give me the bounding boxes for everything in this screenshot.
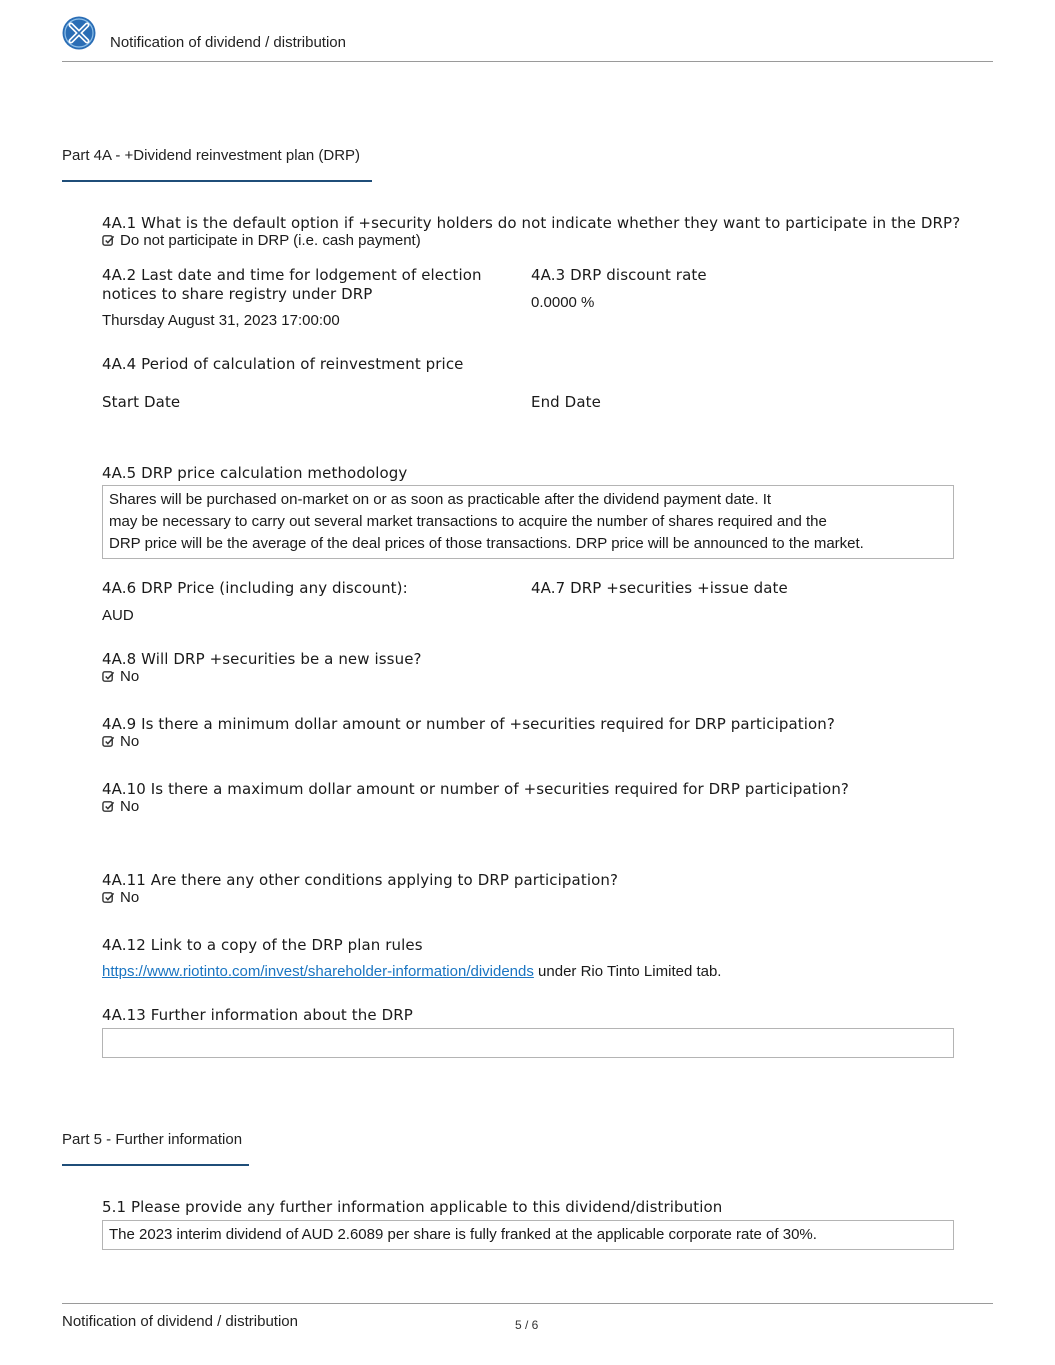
q-4a9-answer-text: No — [120, 733, 140, 750]
q-4a1-question: 4A.1 What is the default option if +security holders do not indicate whether they want to participate in the DRP? — [102, 214, 961, 232]
header-title: Notification of dividend / distribution — [110, 34, 346, 51]
q-4a12-answer — [102, 963, 721, 980]
asx-logo — [62, 16, 96, 50]
q-4a8-question: 4A.8 Will DRP +securities be a new issue? — [102, 650, 422, 668]
header-divider — [62, 61, 993, 62]
q-51-question: 5.1 Please provide any further information applicable to this dividend/distribution — [102, 1198, 723, 1216]
checkbox-checked-icon — [102, 670, 115, 683]
q-4a11-question: 4A.11 Are there any other conditions applying to DRP participation? — [102, 871, 619, 889]
q-4a12-question: 4A.12 Link to a copy of the DRP plan rules — [102, 936, 423, 954]
part-4a-title: Part 4A - +Dividend reinvestment plan (DRP) — [62, 147, 361, 164]
q-4a13-question: 4A.13 Further information about the DRP — [102, 1006, 413, 1024]
q-4a11-answer — [102, 889, 139, 906]
q-51-answer: The 2023 interim dividend of AUD 2.6089 per share is fully franked at the applicable corporate rate of 30%. — [109, 1226, 817, 1243]
q-4a13-answer-box — [102, 1028, 954, 1058]
q-4a4-end-date-label: End Date — [531, 393, 601, 411]
checkbox-checked-icon — [102, 891, 115, 904]
footer-title: Notification of dividend / distribution — [62, 1313, 298, 1330]
q-4a5-answer-line: Shares will be purchased on-market on or as soon as practicable after the dividend payment date. It — [109, 491, 772, 508]
q-4a10-answer — [102, 798, 139, 815]
q-4a5-answer-box — [102, 485, 954, 559]
checkbox-checked-icon — [102, 800, 115, 813]
q-4a3-answer: 0.0000 % — [531, 294, 595, 311]
q-4a10-answer-text: No — [120, 798, 140, 815]
q-4a8-answer-text: No — [120, 668, 140, 685]
q-4a4-start-date-label: Start Date — [102, 393, 181, 411]
q-4a2-answer: Thursday August 31, 2023 17:00:00 — [102, 312, 340, 329]
drp-plan-rules-link[interactable]: https://www.riotinto.com/invest/shareholder-information/dividends — [102, 963, 534, 980]
q-4a3-question: 4A.3 DRP discount rate — [531, 266, 707, 284]
q-4a10-question: 4A.10 Is there a maximum dollar amount or number of +securities required for DRP participation? — [102, 780, 849, 798]
q-4a2-question-line1: 4A.2 Last date and time for lodgement of election — [102, 266, 482, 284]
q-4a8-answer — [102, 668, 139, 685]
checkbox-checked-icon — [102, 234, 115, 247]
q-4a5-answer-line: DRP price will be the average of the deal prices of those transactions. DRP price will be announced to the market. — [109, 535, 864, 552]
q-4a2-question-line2: notices to share registry under DRP — [102, 285, 373, 303]
q-4a4-question: 4A.4 Period of calculation of reinvestment price — [102, 355, 464, 373]
part-5-underline — [62, 1164, 249, 1166]
q-4a1-answer-text: Do not participate in DRP (i.e. cash payment) — [120, 232, 421, 249]
q-4a12-answer-suffix: under Rio Tinto Limited tab. — [533, 963, 722, 980]
part-5-title: Part 5 - Further information — [62, 1131, 243, 1148]
q-4a5-question: 4A.5 DRP price calculation methodology — [102, 464, 408, 482]
page-number: 5 / 6 — [515, 1318, 539, 1332]
q-51-answer-box — [102, 1220, 954, 1250]
q-4a9-question: 4A.9 Is there a minimum dollar amount or number of +securities required for DRP participation? — [102, 715, 835, 733]
footer-divider — [62, 1303, 993, 1304]
q-4a9-answer — [102, 733, 139, 750]
q-4a1-answer — [102, 232, 421, 249]
checkbox-checked-icon — [102, 735, 115, 748]
q-4a6-answer: AUD — [102, 607, 134, 624]
q-4a11-answer-text: No — [120, 889, 140, 906]
q-4a7-question: 4A.7 DRP +securities +issue date — [531, 579, 788, 597]
q-4a5-answer-line: may be necessary to carry out several market transactions to acquire the number of shares required and the — [109, 513, 827, 530]
q-4a6-question: 4A.6 DRP Price (including any discount): — [102, 579, 408, 597]
part-4a-underline — [62, 180, 372, 182]
